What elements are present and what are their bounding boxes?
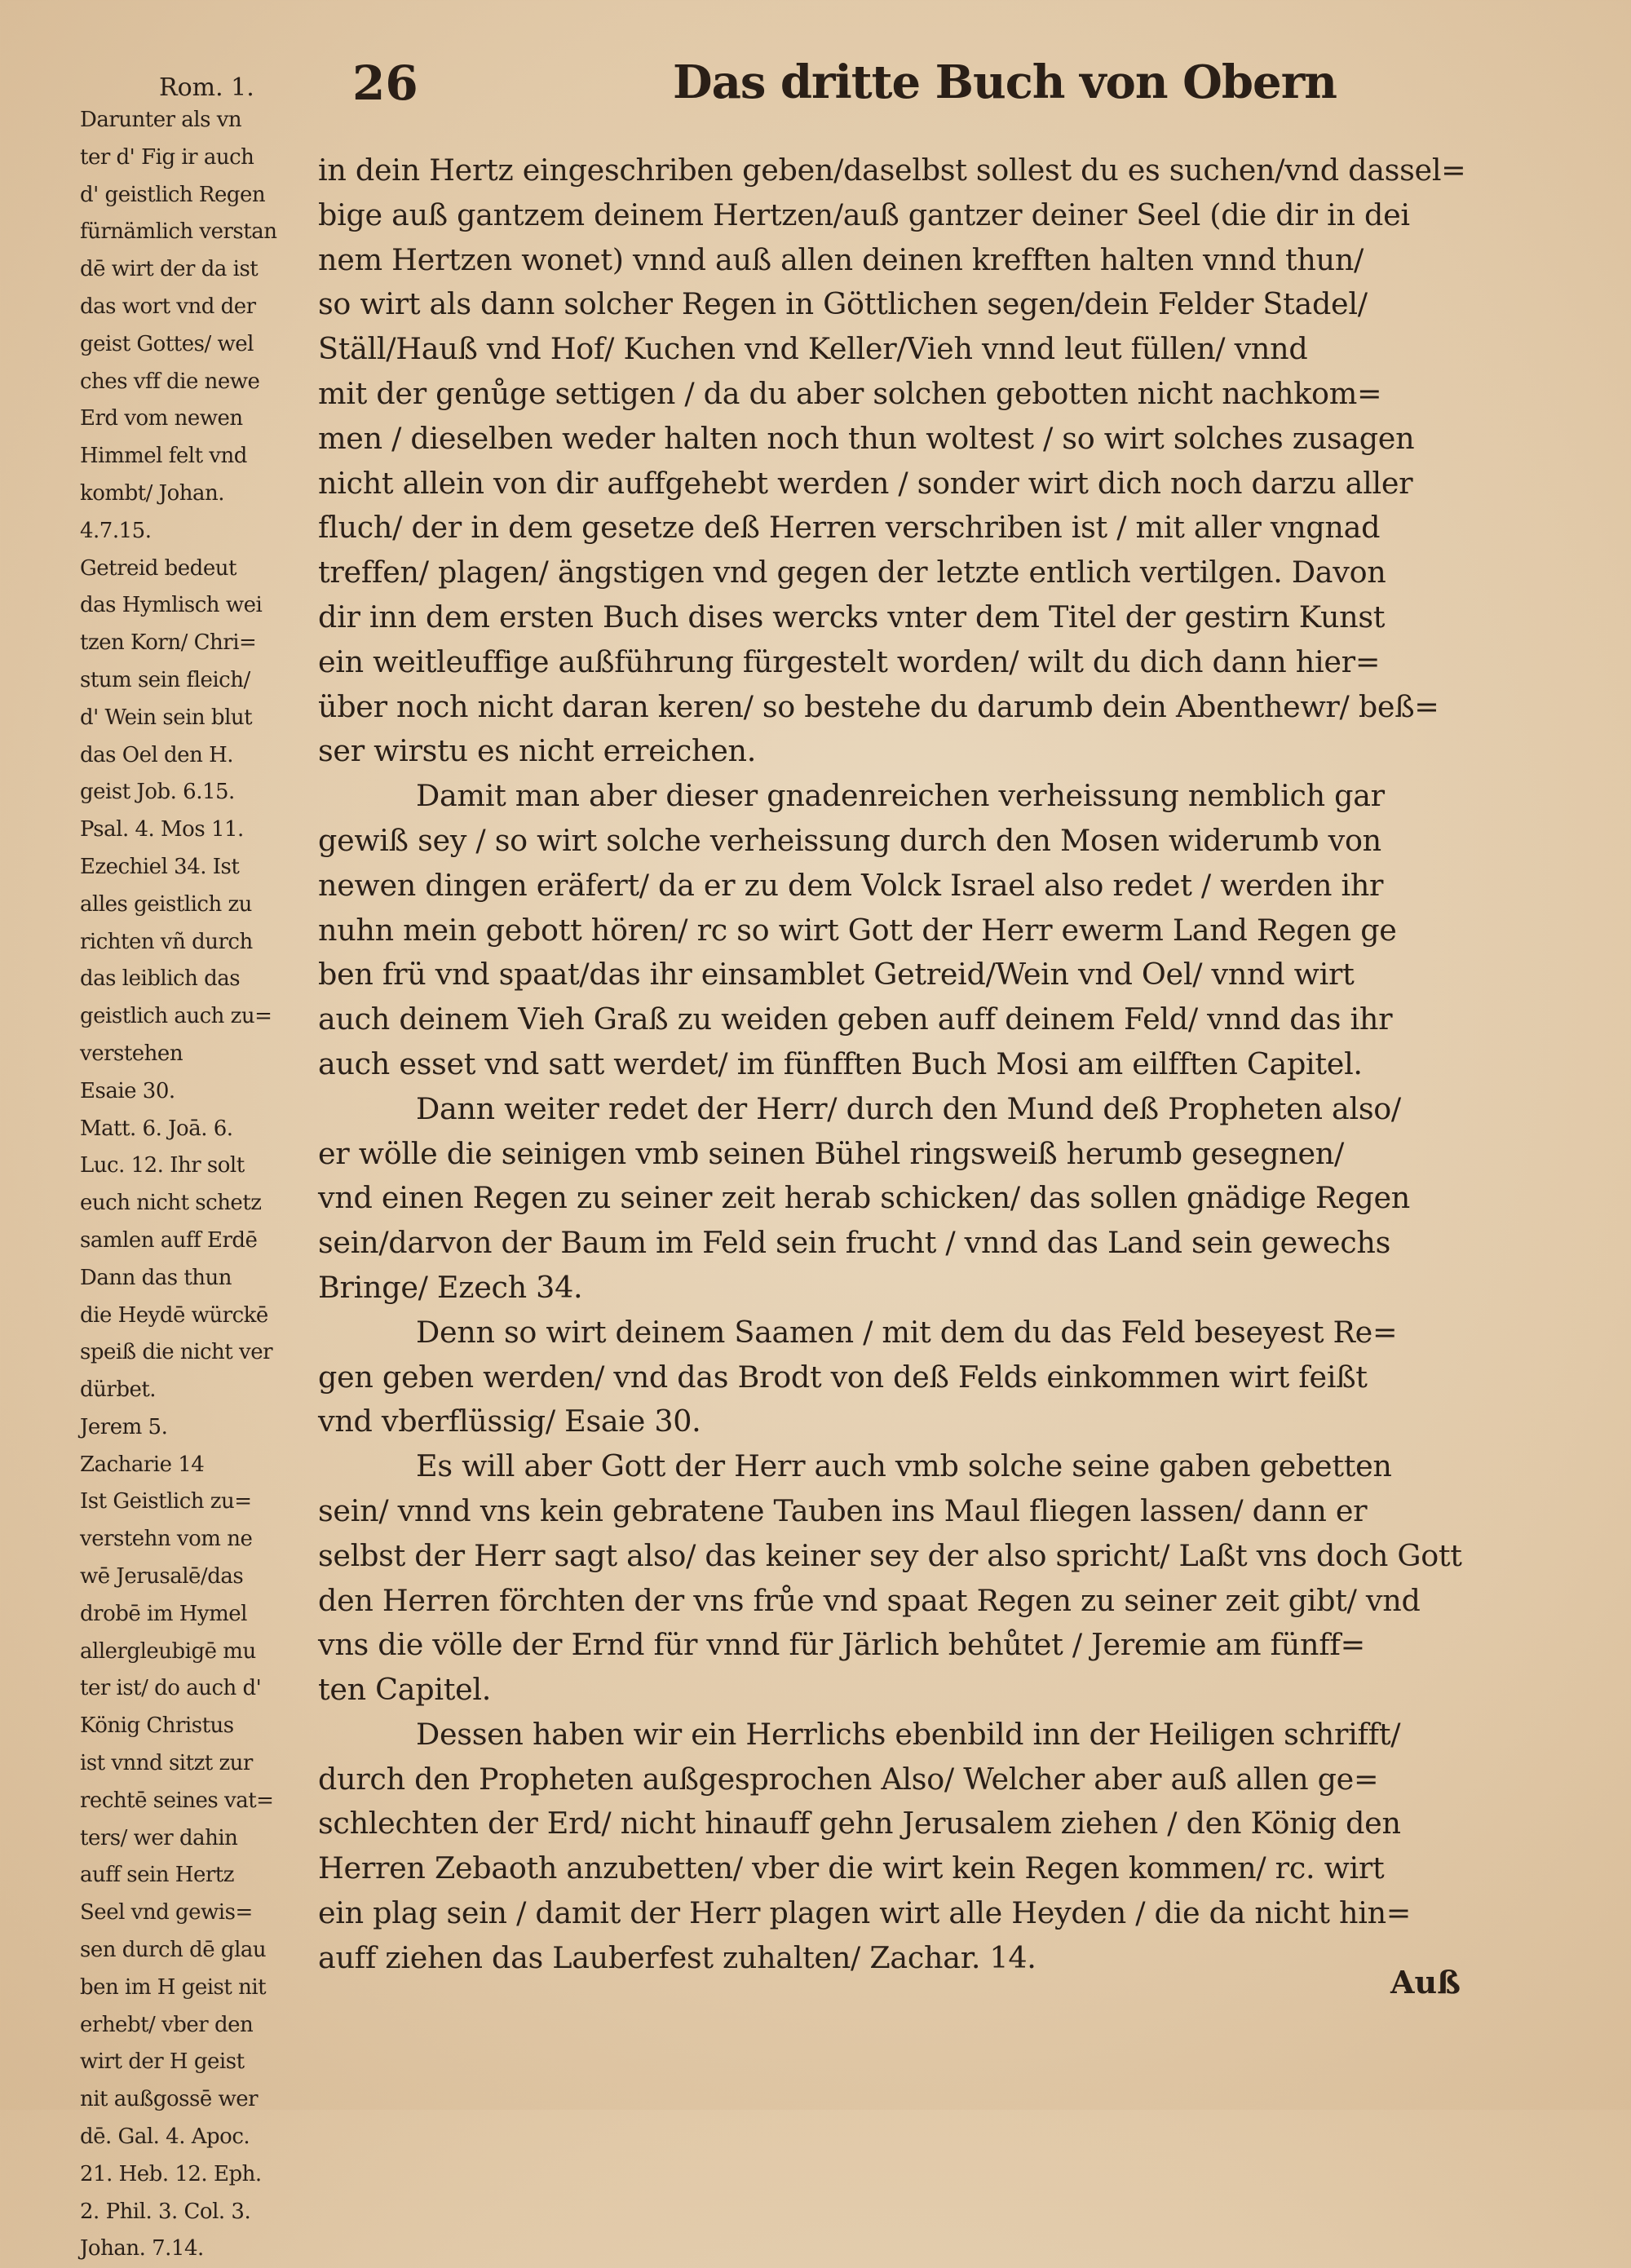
text-line: so wirt als dann solcher Regen in Göttlichen segen/dein Felder Stadel/ [318, 286, 1368, 322]
catchword: Auß [1390, 1964, 1461, 2001]
main-text [318, 148, 1566, 1981]
margin-note-line: ches vff die newe [80, 369, 260, 394]
text-line: durch den Propheten außgesprochen Also/ Welcher aber auß allen ge= [318, 1761, 1379, 1797]
text-line: auff ziehen das Lauberfest zuhalten/ Zachar. 14. [318, 1939, 1037, 1975]
margin-note-line: ter ist/ do auch d' [80, 1676, 262, 1701]
text-line: Herren Zebaoth anzubetten/ vber die wirt kein Regen kommen/ rc. wirt [318, 1850, 1385, 1886]
margin-note-line: Erd vom newen [80, 406, 243, 431]
margin-note-line: wirt der H geist [80, 2049, 245, 2075]
margin-note-line: Darunter als vn [80, 108, 242, 132]
text-line: er wölle die seinigen vmb seinen Bühel ringsweiß herumb gesegnen/ [318, 1135, 1345, 1171]
text-line: bige auß gantzem deinem Hertzen/auß gantzer deiner Seel (die dir in dei [318, 197, 1410, 232]
page-number: 26 [352, 55, 418, 111]
margin-note-line: 4.7.15. [80, 518, 152, 543]
margin-note-line: geistlich auch zu= [80, 1004, 272, 1029]
text-line: sein/ vnnd vns kein gebratene Tauben ins Maul fliegen lassen/ dann er [318, 1492, 1368, 1528]
text-line: ben frü vnd spaat/das ihr einsamblet Getreid/Wein vnd Oel/ vnnd wirt [318, 957, 1355, 993]
margin-note-line: die Heydē würckē [80, 1302, 268, 1328]
text-line: ser wirstu es nicht erreichen. [318, 733, 757, 769]
margin-note-line: auff sein Hertz [80, 1863, 234, 1888]
text-line: fluch/ der in dem gesetze deß Herren verschriben ist / mit aller vngnad [318, 510, 1381, 546]
text-line: treffen/ plagen/ ängstigen vnd gegen der letzte entlich vertilgen. Davon [318, 555, 1386, 590]
text-line: auch deinem Vieh Graß zu weiden geben auff deinem Feld/ vnnd das ihr [318, 1001, 1393, 1037]
text-line: sein/darvon der Baum im Feld sein frucht / vnnd das Land sein gewechs [318, 1225, 1391, 1261]
text-line: über noch nicht daran keren/ so bestehe du darumb dein Abenthewr/ beß= [318, 688, 1439, 724]
text-line: nem Hertzen wonet) vnnd auß allen deinen krefften halten vnnd thun/ [318, 241, 1364, 277]
text-line: nuhn mein gebott hören/ rc so wirt Gott der Herr ewerm Land Regen ge [318, 912, 1397, 948]
text-line: vns die völle der Ernd für vnnd für Järlich behůtet / Jeremie am fünff= [318, 1627, 1365, 1663]
text-line: vnd vberflüssig/ Esaie 30. [318, 1404, 701, 1439]
margin-note-line: ist vnnd sitzt zur [80, 1751, 253, 1776]
margin-note-line: Johan. 7.14. [80, 2236, 204, 2261]
margin-note-line: 21. Heb. 12. Eph. [80, 2161, 262, 2186]
margin-note-line: samlen auff Erdē [80, 1227, 258, 1253]
text-line: newen dingen eräfert/ da er zu dem Volck Israel also redet / werden ihr [318, 867, 1384, 903]
margin-reference: Rom. 1. [159, 73, 254, 102]
margin-note-line: ben im H geist nit [80, 1974, 267, 2000]
margin-note-line: ters/ wer dahin [80, 1825, 238, 1850]
margin-note-line: d' Wein sein blut [80, 705, 253, 730]
margin-note-line: verstehn vom ne [80, 1527, 253, 1552]
text-line: Es will aber Gott der Herr auch vmb solche seine gaben gebetten [416, 1448, 1392, 1484]
margin-note-line: Himmel felt vnd [80, 444, 247, 469]
margin-note-line: tzen Korn/ Chri= [80, 630, 257, 656]
text-line: men / dieselben weder halten noch thun woltest / so wirt solches zusagen [318, 420, 1415, 456]
margin-note-line: das leiblich das [80, 966, 241, 992]
text-line: Dessen haben wir ein Herrlichs ebenbild inn der Heiligen schrifft/ [416, 1716, 1401, 1752]
margin-note-line: Ist Geistlich zu= [80, 1489, 252, 1514]
running-title: Das dritte Buch von Obern [673, 55, 1337, 109]
text-line: dir inn dem ersten Buch dises wercks vnter dem Titel der gestirn Kunst [318, 599, 1386, 634]
text-line: Denn so wirt deinem Saamen / mit dem du das Feld beseyest Re= [416, 1314, 1398, 1350]
margin-note-line: Jerem 5. [80, 1414, 168, 1439]
text-line: mit der genůge settigen / da du aber solchen gebotten nicht nachkom= [318, 375, 1382, 411]
margin-note-line: das Oel den H. [80, 742, 234, 767]
text-line: Damit man aber dieser gnadenreichen verheissung nemblich gar [416, 778, 1385, 814]
margin-note-line: kombt/ Johan. [80, 480, 225, 506]
text-line: gen geben werden/ vnd das Brodt von deß Felds einkommen wirt feißt [318, 1359, 1368, 1395]
text-line: Ställ/Hauß vnd Hof/ Kuchen vnd Keller/Vieh vnnd leut füllen/ vnnd [318, 331, 1308, 367]
margin-note-line: Seel vnd gewis= [80, 1900, 253, 1925]
margin-note-line: erhebt/ vber den [80, 2012, 254, 2037]
margin-note-line: Matt. 6. Joā. 6. [80, 1116, 233, 1141]
text-line: selbst der Herr sagt also/ das keiner sey der also spricht/ Laßt vns doch Gott [318, 1537, 1462, 1573]
text-line: Bringe/ Ezech 34. [318, 1269, 583, 1305]
text-line: ein weitleuffige außführung fürgestelt worden/ wilt du dich dann hier= [318, 643, 1381, 679]
margin-note-line: 2. Phil. 3. Col. 3. [80, 2199, 251, 2224]
margin-note-line: dē. Gal. 4. Apoc. [80, 2124, 250, 2150]
margin-note-line: speiß die nicht ver [80, 1340, 273, 1365]
margin-note-line: nit außgossē wer [80, 2087, 259, 2112]
margin-note-line: König Christus [80, 1713, 234, 1739]
margin-note-line: fürnämlich verstan [80, 219, 277, 245]
margin-note-line: dürbet. [80, 1377, 157, 1403]
text-line: nicht allein von dir auffgehebt werden / sonder wirt dich noch darzu aller [318, 465, 1413, 501]
margin-note-line: dē wirt der da ist [80, 257, 259, 282]
margin-note-line: geist Job. 6.15. [80, 780, 235, 805]
text-line: Dann weiter redet der Herr/ durch den Mund deß Propheten also/ [416, 1090, 1401, 1126]
margin-note-line: geist Gottes/ wel [80, 331, 254, 356]
margin-note-line: sen durch dē glau [80, 1938, 267, 1963]
margin-note-line: das wort vnd der [80, 294, 256, 319]
margin-note-line: wē Jerusalē/das [80, 1564, 244, 1589]
text-line: in dein Hertz eingeschriben geben/daselbst sollest du es suchen/vnd dassel= [318, 153, 1466, 188]
margin-note-line: richten vñ durch [80, 929, 253, 954]
margin-note-line: alles geistlich zu [80, 891, 252, 917]
margin-note-line: allergleubigē mu [80, 1638, 256, 1664]
text-line: den Herren förchten der vns frůe vnd spaat Regen zu seiner zeit gibt/ vnd [318, 1582, 1421, 1618]
margin-note-line: rechtē seines vat= [80, 1788, 274, 1813]
margin-note-line: drobē im Hymel [80, 1601, 247, 1626]
margin-note-line: euch nicht schetz [80, 1191, 262, 1216]
margin-note-line: das Hymlisch wei [80, 593, 263, 618]
margin-note-line: Dann das thun [80, 1265, 232, 1290]
margin-note-line: verstehen [80, 1041, 183, 1066]
text-line: schlechten der Erd/ nicht hinauff gehn Jerusalem ziehen / den König den [318, 1806, 1401, 1841]
text-line: ten Capitel. [318, 1672, 492, 1708]
margin-note-line: stum sein fleich/ [80, 667, 250, 692]
text-line: vnd einen Regen zu seiner zeit herab schicken/ das sollen gnädige Regen [318, 1180, 1410, 1216]
text-line: ein plag sein / damit der Herr plagen wirt alle Heyden / die da nicht hin= [318, 1895, 1412, 1931]
margin-note-line: ter d' Fig ir auch [80, 144, 254, 170]
margin-note-line: Psal. 4. Mos 11. [80, 817, 244, 842]
text-line: auch esset vnd satt werdet/ im fünfften Buch Mosi am eilfften Capitel. [318, 1046, 1363, 1081]
margin-note-line: Getreid bedeut [80, 555, 236, 581]
margin-notes [80, 102, 312, 2268]
margin-note-line: Esaie 30. [80, 1078, 175, 1103]
margin-note-line: Ezechiel 34. Ist [80, 854, 240, 879]
margin-note-line: Zacharie 14 [80, 1452, 205, 1477]
margin-note-line: d' geistlich Regen [80, 182, 266, 207]
text-line: gewiß sey / so wirt solche verheissung durch den Mosen widerumb von [318, 822, 1381, 858]
margin-note-line: Luc. 12. Ihr solt [80, 1153, 245, 1178]
